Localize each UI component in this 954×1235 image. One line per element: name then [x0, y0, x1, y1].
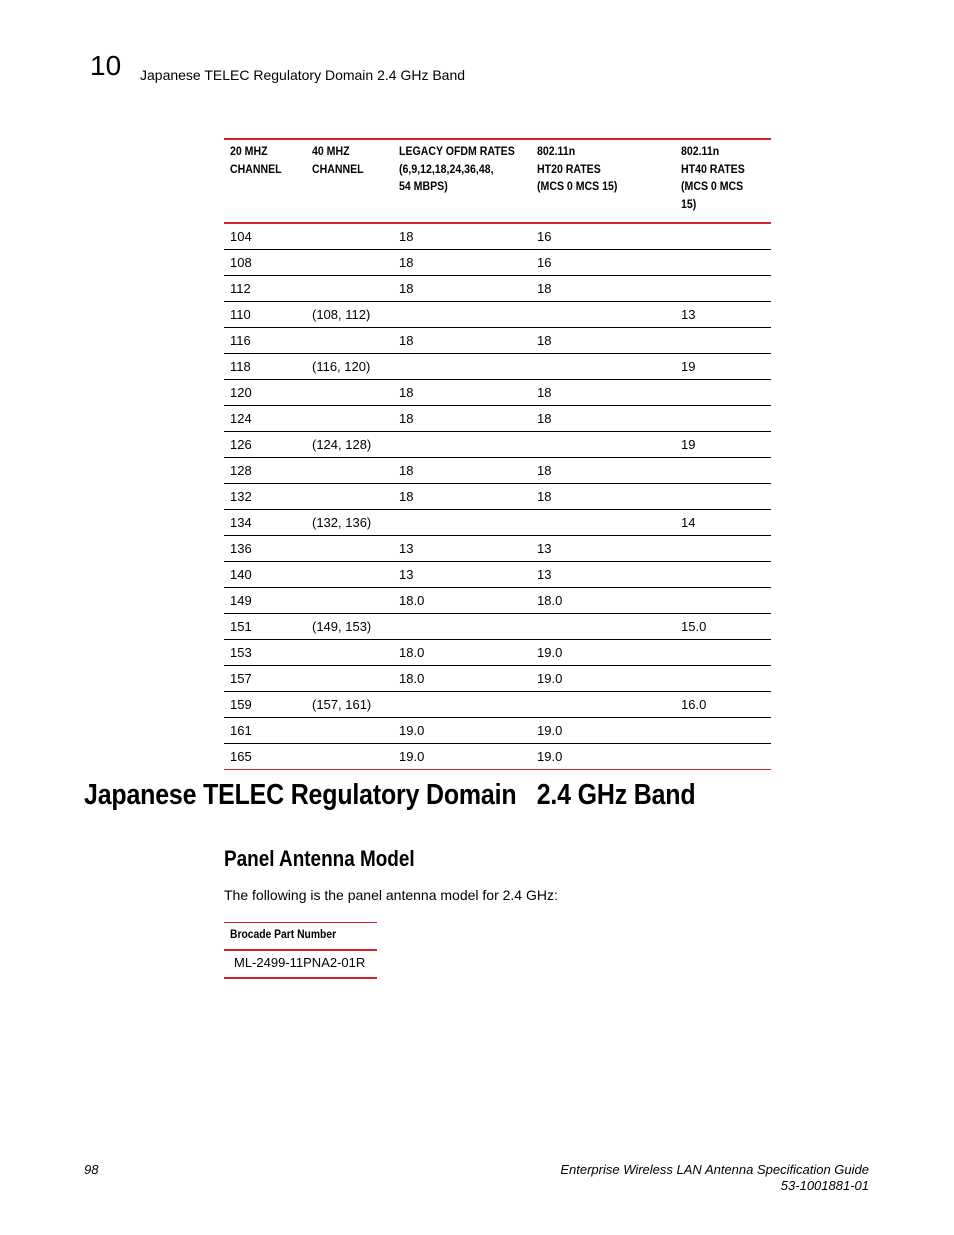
cell-ht20-rate — [531, 302, 675, 328]
cell-legacy-rate — [393, 614, 531, 640]
footer-guide-title: Enterprise Wireless LAN Antenna Specification Guide — [560, 1162, 869, 1177]
footer-page-number: 98 — [84, 1162, 99, 1177]
cell-legacy-rate: 18 — [393, 406, 531, 432]
cell-ht20-rate — [531, 354, 675, 380]
cell-20mhz-channel: 112 — [224, 276, 306, 302]
cell-40mhz-channel — [306, 536, 393, 562]
cell-40mhz-channel — [306, 718, 393, 744]
cell-ht20-rate: 16 — [531, 250, 675, 276]
cell-20mhz-channel: 151 — [224, 614, 306, 640]
section-heading: Japanese TELEC Regulatory Domain 2.4 GHz Band — [84, 779, 696, 811]
cell-20mhz-channel: 153 — [224, 640, 306, 666]
table-row — [224, 406, 771, 432]
cell-ht20-rate: 18 — [531, 484, 675, 510]
cell-20mhz-channel: 134 — [224, 510, 306, 536]
cell-40mhz-channel: (132, 136) — [306, 510, 393, 536]
cell-ht40-rate — [675, 250, 771, 276]
subsection-heading: Panel Antenna Model — [224, 846, 415, 871]
cell-40mhz-channel — [306, 666, 393, 692]
cell-ht20-rate: 13 — [531, 562, 675, 588]
cell-ht20-rate — [531, 510, 675, 536]
cell-20mhz-channel: 118 — [224, 354, 306, 380]
cell-ht20-rate: 18 — [531, 458, 675, 484]
cell-ht40-rate — [675, 276, 771, 302]
table-row — [224, 276, 771, 302]
cell-20mhz-channel: 126 — [224, 432, 306, 458]
cell-ht40-rate — [675, 406, 771, 432]
column-header-20mhz: 20 MHZ CHANNEL — [224, 139, 306, 223]
cell-20mhz-channel: 120 — [224, 380, 306, 406]
table-row — [224, 536, 771, 562]
table-row — [224, 718, 771, 744]
cell-legacy-rate — [393, 302, 531, 328]
column-header-ht20: 802.11n HT20 RATES (MCS 0 MCS 15) — [531, 139, 675, 223]
cell-legacy-rate — [393, 432, 531, 458]
cell-ht40-rate — [675, 536, 771, 562]
cell-legacy-rate: 18.0 — [393, 640, 531, 666]
cell-legacy-rate: 18 — [393, 380, 531, 406]
cell-ht20-rate: 18 — [531, 406, 675, 432]
part-number-header: Brocade Part Number — [224, 923, 377, 951]
cell-ht20-rate: 13 — [531, 536, 675, 562]
cell-40mhz-channel — [306, 744, 393, 770]
cell-legacy-rate: 13 — [393, 536, 531, 562]
cell-legacy-rate: 18.0 — [393, 588, 531, 614]
intro-paragraph: The following is the panel antenna model for 2.4 GHz: — [224, 887, 558, 903]
cell-40mhz-channel — [306, 223, 393, 250]
cell-ht40-rate: 19 — [675, 354, 771, 380]
cell-40mhz-channel — [306, 406, 393, 432]
cell-20mhz-channel: 104 — [224, 223, 306, 250]
cell-ht20-rate: 18 — [531, 380, 675, 406]
cell-ht20-rate: 18 — [531, 276, 675, 302]
table-row — [224, 250, 771, 276]
cell-40mhz-channel — [306, 328, 393, 354]
table-row — [224, 223, 771, 250]
cell-ht20-rate: 16 — [531, 223, 675, 250]
table-row — [224, 640, 771, 666]
cell-ht20-rate: 19.0 — [531, 666, 675, 692]
cell-20mhz-channel: 132 — [224, 484, 306, 510]
cell-ht40-rate — [675, 588, 771, 614]
cell-legacy-rate — [393, 510, 531, 536]
footer-doc-number: 53-1001881-01 — [780, 1178, 869, 1193]
column-header-ht40: 802.11n HT40 RATES (MCS 0 MCS 15) — [675, 139, 771, 223]
cell-20mhz-channel: 116 — [224, 328, 306, 354]
cell-20mhz-channel: 157 — [224, 666, 306, 692]
rates-table — [224, 138, 771, 770]
rates-table-body — [224, 223, 771, 770]
cell-ht40-rate — [675, 562, 771, 588]
cell-20mhz-channel: 165 — [224, 744, 306, 770]
cell-ht20-rate: 18.0 — [531, 588, 675, 614]
cell-20mhz-channel: 128 — [224, 458, 306, 484]
cell-ht20-rate: 19.0 — [531, 744, 675, 770]
cell-ht40-rate — [675, 458, 771, 484]
table-row — [224, 692, 771, 718]
table-row — [224, 614, 771, 640]
cell-legacy-rate: 19.0 — [393, 718, 531, 744]
cell-legacy-rate: 18 — [393, 328, 531, 354]
table-row — [224, 588, 771, 614]
cell-ht20-rate: 18 — [531, 328, 675, 354]
cell-40mhz-channel — [306, 276, 393, 302]
table-row — [224, 666, 771, 692]
cell-legacy-rate: 18 — [393, 458, 531, 484]
cell-ht20-rate: 19.0 — [531, 640, 675, 666]
cell-40mhz-channel — [306, 588, 393, 614]
cell-ht40-rate: 15.0 — [675, 614, 771, 640]
rates-table-header-row — [224, 139, 771, 223]
cell-ht40-rate — [675, 640, 771, 666]
cell-ht40-rate — [675, 744, 771, 770]
chapter-title: Japanese TELEC Regulatory Domain 2.4 GHz Band — [140, 67, 466, 83]
cell-40mhz-channel: (149, 153) — [306, 614, 393, 640]
cell-40mhz-channel — [306, 380, 393, 406]
cell-40mhz-channel: (108, 112) — [306, 302, 393, 328]
table-row — [224, 432, 771, 458]
cell-20mhz-channel: 124 — [224, 406, 306, 432]
part-table-header-row — [224, 923, 377, 951]
table-row — [224, 510, 771, 536]
cell-40mhz-channel: (157, 161) — [306, 692, 393, 718]
column-header-40mhz: 40 MHZ CHANNEL — [306, 139, 393, 223]
cell-20mhz-channel: 110 — [224, 302, 306, 328]
cell-ht40-rate — [675, 328, 771, 354]
cell-legacy-rate: 19.0 — [393, 744, 531, 770]
cell-20mhz-channel: 161 — [224, 718, 306, 744]
cell-legacy-rate: 18 — [393, 484, 531, 510]
cell-legacy-rate: 18 — [393, 276, 531, 302]
cell-ht40-rate: 16.0 — [675, 692, 771, 718]
part-number-table — [224, 922, 377, 979]
table-row — [224, 354, 771, 380]
cell-20mhz-channel: 136 — [224, 536, 306, 562]
cell-ht40-rate — [675, 718, 771, 744]
cell-ht20-rate — [531, 614, 675, 640]
cell-legacy-rate: 18.0 — [393, 666, 531, 692]
footer-doc-info — [560, 1162, 869, 1194]
part-number-value: ML-2499-11PNA2-01R — [224, 950, 377, 978]
chapter-number: 10 — [90, 50, 122, 81]
table-row — [224, 302, 771, 328]
cell-ht40-rate: 13 — [675, 302, 771, 328]
cell-40mhz-channel — [306, 250, 393, 276]
cell-ht40-rate — [675, 484, 771, 510]
table-row — [224, 380, 771, 406]
table-row — [224, 562, 771, 588]
cell-legacy-rate: 18 — [393, 223, 531, 250]
cell-20mhz-channel: 159 — [224, 692, 306, 718]
table-row — [224, 458, 771, 484]
cell-legacy-rate: 18 — [393, 250, 531, 276]
cell-legacy-rate: 13 — [393, 562, 531, 588]
cell-ht20-rate — [531, 692, 675, 718]
cell-40mhz-channel: (116, 120) — [306, 354, 393, 380]
table-row — [224, 328, 771, 354]
cell-40mhz-channel: (124, 128) — [306, 432, 393, 458]
cell-20mhz-channel: 149 — [224, 588, 306, 614]
cell-40mhz-channel — [306, 484, 393, 510]
table-row — [224, 744, 771, 770]
cell-20mhz-channel: 108 — [224, 250, 306, 276]
cell-40mhz-channel — [306, 640, 393, 666]
cell-legacy-rate — [393, 692, 531, 718]
cell-ht40-rate — [675, 380, 771, 406]
cell-40mhz-channel — [306, 458, 393, 484]
cell-40mhz-channel — [306, 562, 393, 588]
cell-ht40-rate: 14 — [675, 510, 771, 536]
table-row — [224, 484, 771, 510]
cell-ht20-rate — [531, 432, 675, 458]
cell-20mhz-channel: 140 — [224, 562, 306, 588]
column-header-legacy-ofdm: LEGACY OFDM RATES (6,9,12,18,24,36,48, 54 MBPS) — [393, 139, 531, 223]
table-row — [224, 950, 377, 978]
cell-ht20-rate: 19.0 — [531, 718, 675, 744]
cell-ht40-rate — [675, 666, 771, 692]
cell-ht40-rate — [675, 223, 771, 250]
cell-legacy-rate — [393, 354, 531, 380]
cell-ht40-rate: 19 — [675, 432, 771, 458]
